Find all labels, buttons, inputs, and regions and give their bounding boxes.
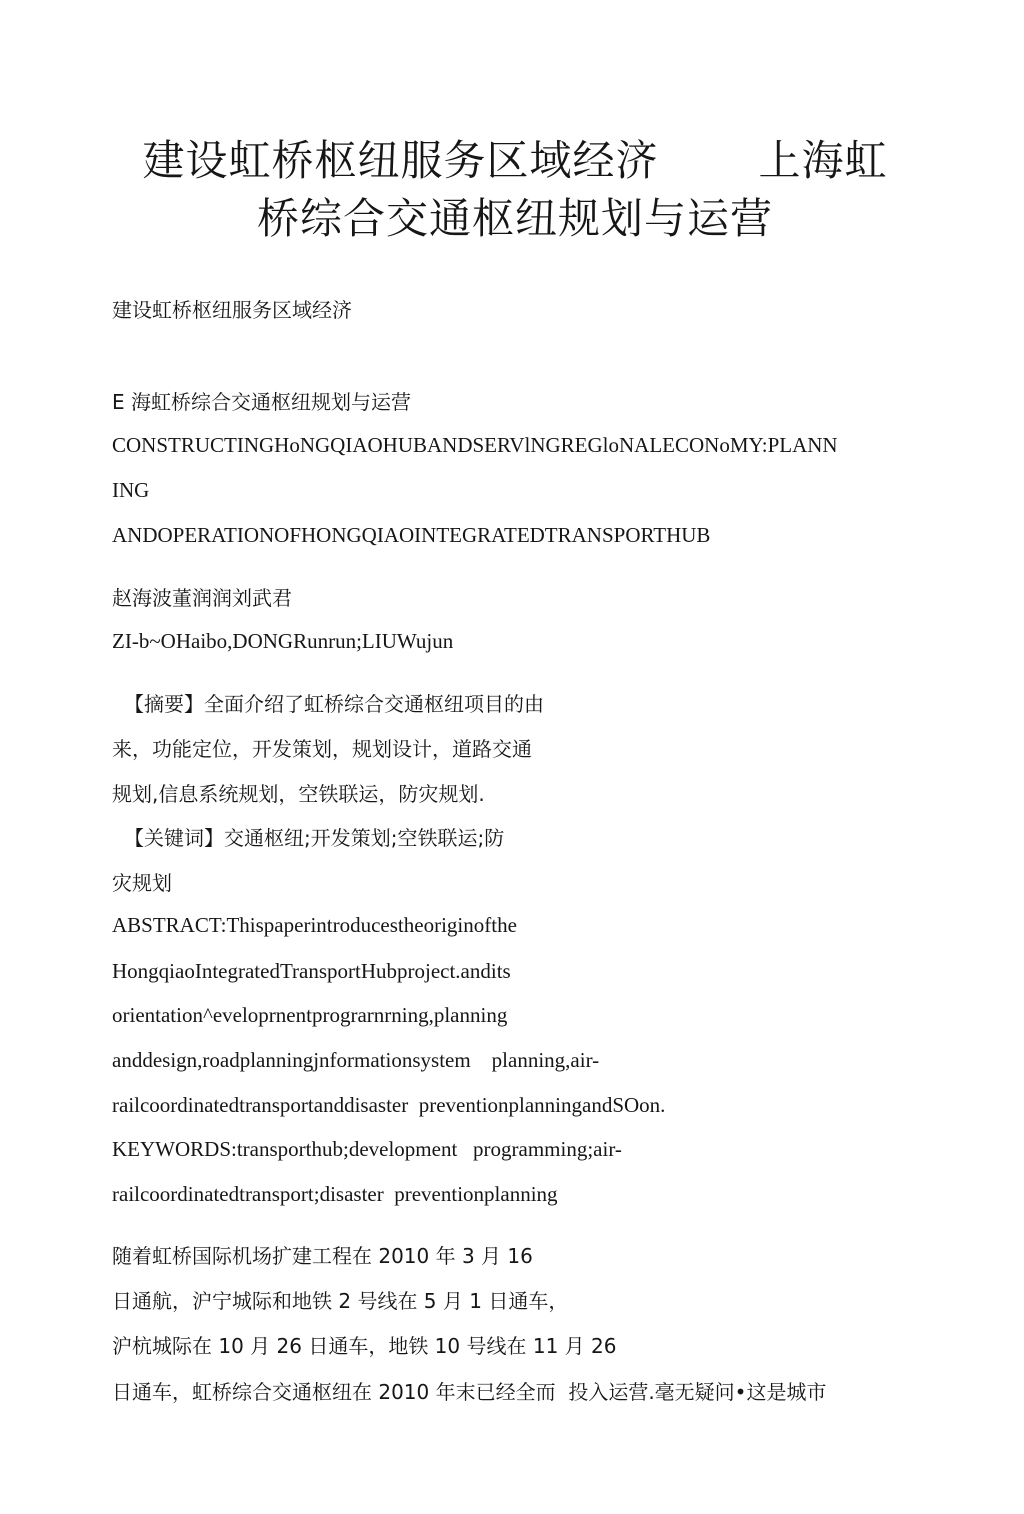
- authors-en: ZI-b~OHaibo,DONGRunrun;LIUWujun: [112, 629, 454, 653]
- abstract-en-line-2: HongqiaoIntegratedTransportHubproject.andits: [112, 959, 511, 983]
- body-line-2: 日通航，沪宁城际和地铁 2 号线在 5 月 1 日通车，: [112, 1289, 569, 1313]
- subtitle-cn: 建设虹桥枢纽服务区域经济: [112, 298, 352, 322]
- abstract-cn-line-2: 来，功能定位，开发策划，规划设计，道路交通: [112, 737, 532, 761]
- keywords-en-line-2: railcoordinatedtransport;disaster preventionplanning: [112, 1182, 558, 1206]
- subtitle-cn-2: E 海虹桥综合交通枢纽规划与运营: [112, 390, 411, 414]
- body-line-4: 日通车，虹桥综合交通枢纽在 2010 年末已经全而 投入运营.毫无疑问•这是城市: [112, 1380, 827, 1404]
- document-title-line-2: 桥综合交通枢纽规划与运营: [256, 194, 773, 243]
- authors-cn: 赵海波董润润刘武君: [112, 586, 292, 610]
- title-en-line-1: CONSTRUCTINGHoNGQIAOHUBANDSERVlNGREGloNALECONoMY:PLANN: [112, 433, 838, 457]
- abstract-cn-line-1: 【摘要】全面介绍了虹桥综合交通枢纽项目的由: [124, 692, 544, 716]
- abstract-en-line-3: orientation^eveloprnentprograrnrning,planning: [112, 1003, 508, 1027]
- document-title-line-1: [100, 128, 930, 188]
- title-en-line-2: ING: [112, 478, 150, 502]
- title-line1-left: 建设虹桥枢纽服务区域经济: [142, 136, 659, 185]
- title-line1-right: 上海虹: [758, 136, 888, 185]
- abstract-en-line-4: anddesign,roadplanningjnformationsystem planning,air-: [112, 1048, 600, 1072]
- title-en-line-3: ANDOPERATIONOFHONGQIAOINTEGRATEDTRANSPORTHUB: [112, 523, 711, 547]
- keywords-cn-line-2: 灾规划: [112, 871, 172, 895]
- body-line-3: 沪杭城际在 10 月 26 日通车，地铁 10 号线在 11 月 26: [112, 1334, 617, 1358]
- body-line-1: 随着虹桥国际机场扩建工程在 2010 年 3 月 16: [112, 1244, 533, 1268]
- abstract-cn-line-3: 规划,信息系统规划，空铁联运，防灾规划.: [112, 782, 485, 806]
- abstract-en-line-5: railcoordinatedtransportanddisaster preventionplanningandSOon.: [112, 1093, 666, 1117]
- keywords-cn-line-1: 【关键词】交通枢纽;开发策划;空铁联运;防: [124, 826, 505, 850]
- abstract-en-line-1: ABSTRACT:Thispaperintroducestheoriginofthe: [112, 913, 517, 937]
- keywords-en-line-1: KEYWORDS:transporthub;development programming;air-: [112, 1137, 622, 1161]
